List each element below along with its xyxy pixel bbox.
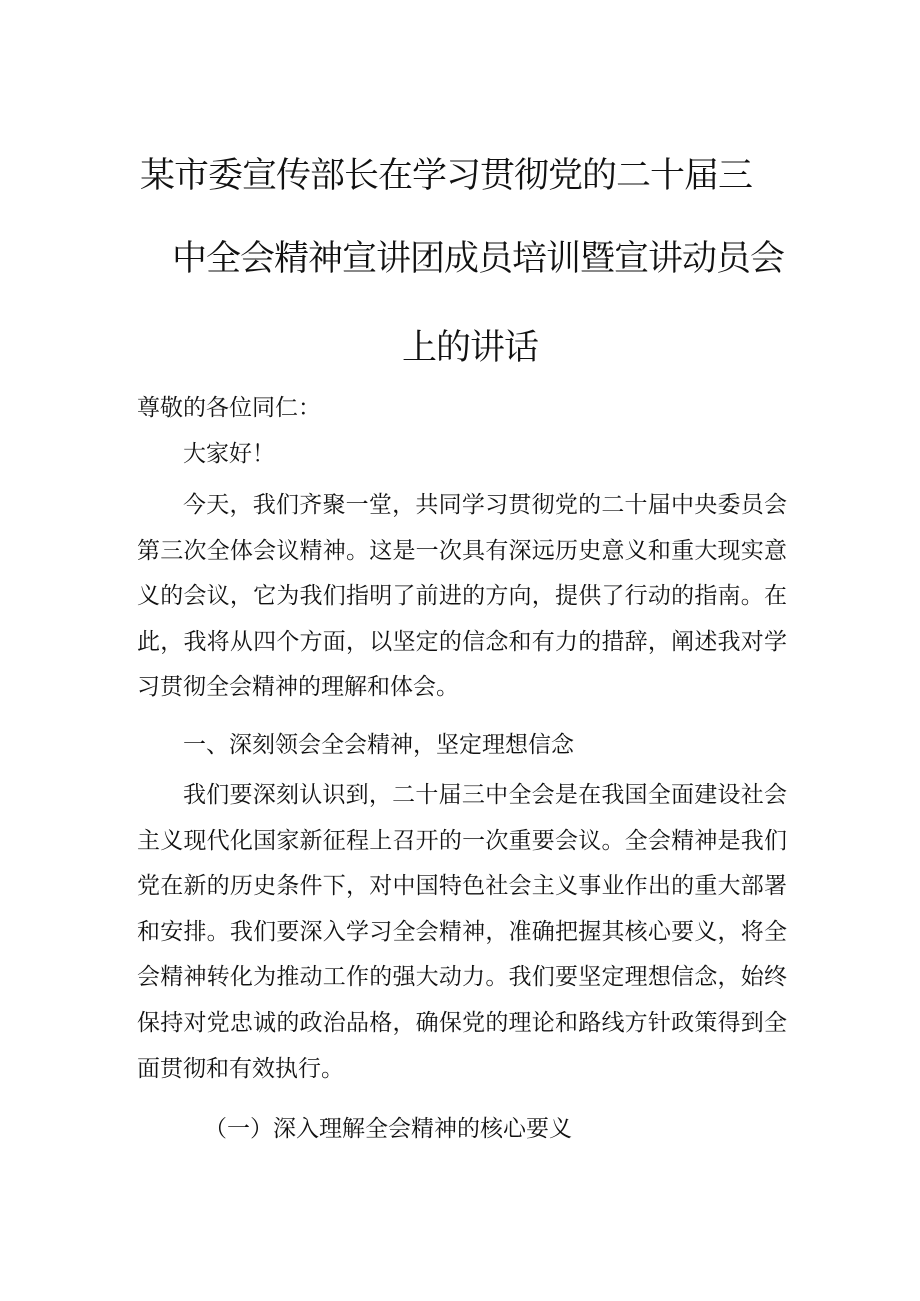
subsection-heading-1: （一）深入理解全会精神的核心要义	[204, 1116, 572, 1142]
document-title-line-3: 上的讲话	[402, 328, 539, 368]
hello-line: 大家好！	[183, 441, 275, 467]
salutation: 尊敬的各位同仁：	[137, 395, 321, 421]
document-title-line-2: 中全会精神宣讲团成员培训暨宣讲动员会	[172, 239, 785, 279]
document-title-line-1: 某市委宣传部长在学习贯彻党的二十届三	[140, 156, 753, 196]
section-heading-1: 一、深刻领会全会精神，坚定理想信念	[183, 732, 574, 758]
intro-paragraph: 今天，我们齐聚一堂，共同学习贯彻党的二十届中央委员会第三次全体会议精神。这是一次具有深远历史意义和重大现实意义的会议，它为我们指明了前进的方向，提供了行动的指南。在此，我将从四个方面，以坚定的信念和有力的措辞，阐述我对学习贯彻全会精神的理解和体会。	[137, 492, 787, 701]
section-1-paragraph: 我们要深刻认识到，二十届三中全会是在我国全面建设社会主义现代化国家新征程上召开的一次重要会议。全会精神是我们党在新的历史条件下，对中国特色社会主义事业作出的重大部署和安排。我们要深入学习全会精神，准确把握其核心要义，将全会精神转化为推动工作的强大动力。我们要坚定理想信念，始终保持对党忠诚的政治品格，确保党的理论和路线方针政策得到全面贯彻和有效执行。	[137, 782, 787, 1082]
